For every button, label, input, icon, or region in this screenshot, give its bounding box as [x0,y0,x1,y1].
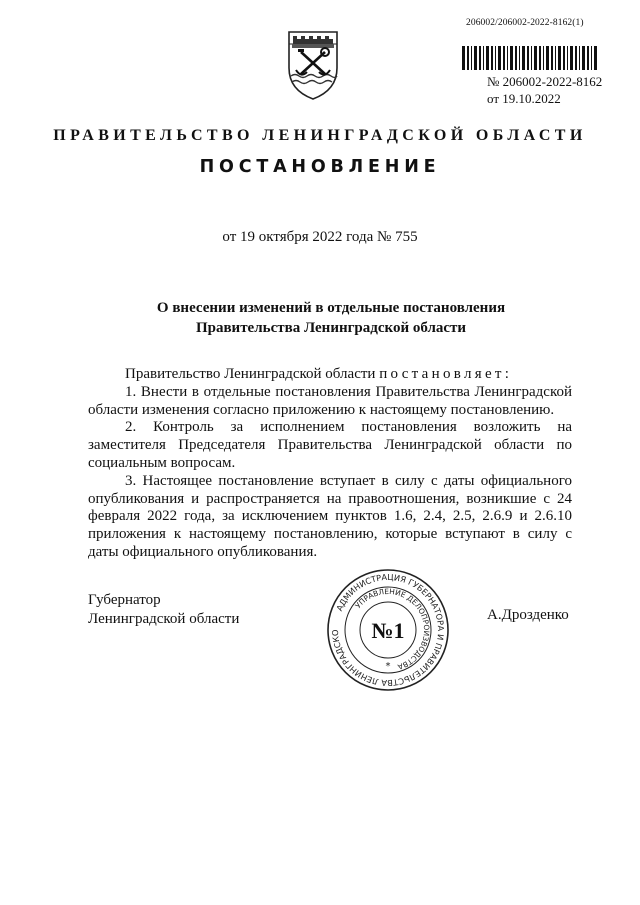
seal-inner-text: УПРАВЛЕНИЕ ДЕЛОПРОИЗВОДСТВА [353,586,432,672]
resolution-date-number: от 19 октября 2022 года № 755 [222,229,418,245]
paragraph-1: 1. Внести в отдельные постановления Правительства Ленинградской области изменения согласно приложению к настоящему постановлению. [88,383,572,418]
title-line-1: О внесении изменений в отдельные постановления [156,300,506,316]
barcode-icon [462,46,600,70]
signer-name: А.Дрозденко [487,607,569,623]
paragraph-3: 3. Настоящее постановление вступает в силу с даты официального опубликования и распространяется на правоотношения, возникшие с 24 февраля 2022 года, за исключением пунктов 1.6, 2.4, 2.5, 2.6.9 и 2.6.10 приложения к настоящему постановлению, которые вступают в силу с даты официального опубликования. [88,472,572,560]
registration-number: № 206002-2022-8162 [487,74,603,89]
resolution-title [90,298,572,338]
signer-title [88,591,239,629]
signer-title-line-2: Ленинградской области [88,611,240,627]
document-type: ПОСТАНОВЛЕНИЕ [199,157,441,177]
paragraph-2: 2. Контроль за исполнением постановления возложить на заместителя Председателя Правительства Ленинградской области по социальным вопросам. [88,419,572,471]
government-name: ПРАВИТЕЛЬСТВО ЛЕНИНГРАДСКОЙ ОБЛАСТИ [53,127,587,144]
coat-of-arms-icon [283,26,343,102]
intro-prefix: Правительство Ленинградской области [125,366,376,382]
seal-number: №1 [371,618,405,643]
intro-paragraph [88,366,572,384]
seal-star: * [385,661,391,672]
document-id: 206002/206002-2022-8162(1) [466,18,584,28]
title-line-2: Правительства Ленинградской области [195,320,467,336]
registration-date: от 19.10.2022 [487,91,561,106]
resolution-body [88,366,572,562]
seal-stamp-icon [326,568,450,692]
seal-ring-text: АДМИНИСТРАЦИЯ ГУБЕРНАТОРА И ПРАВИТЕЛЬСТВА ЛЕНИНГРАДСКО [329,571,447,689]
intro-decree-word: постановляет: [379,366,513,382]
signer-title-line-1: Губернатор [88,592,161,608]
